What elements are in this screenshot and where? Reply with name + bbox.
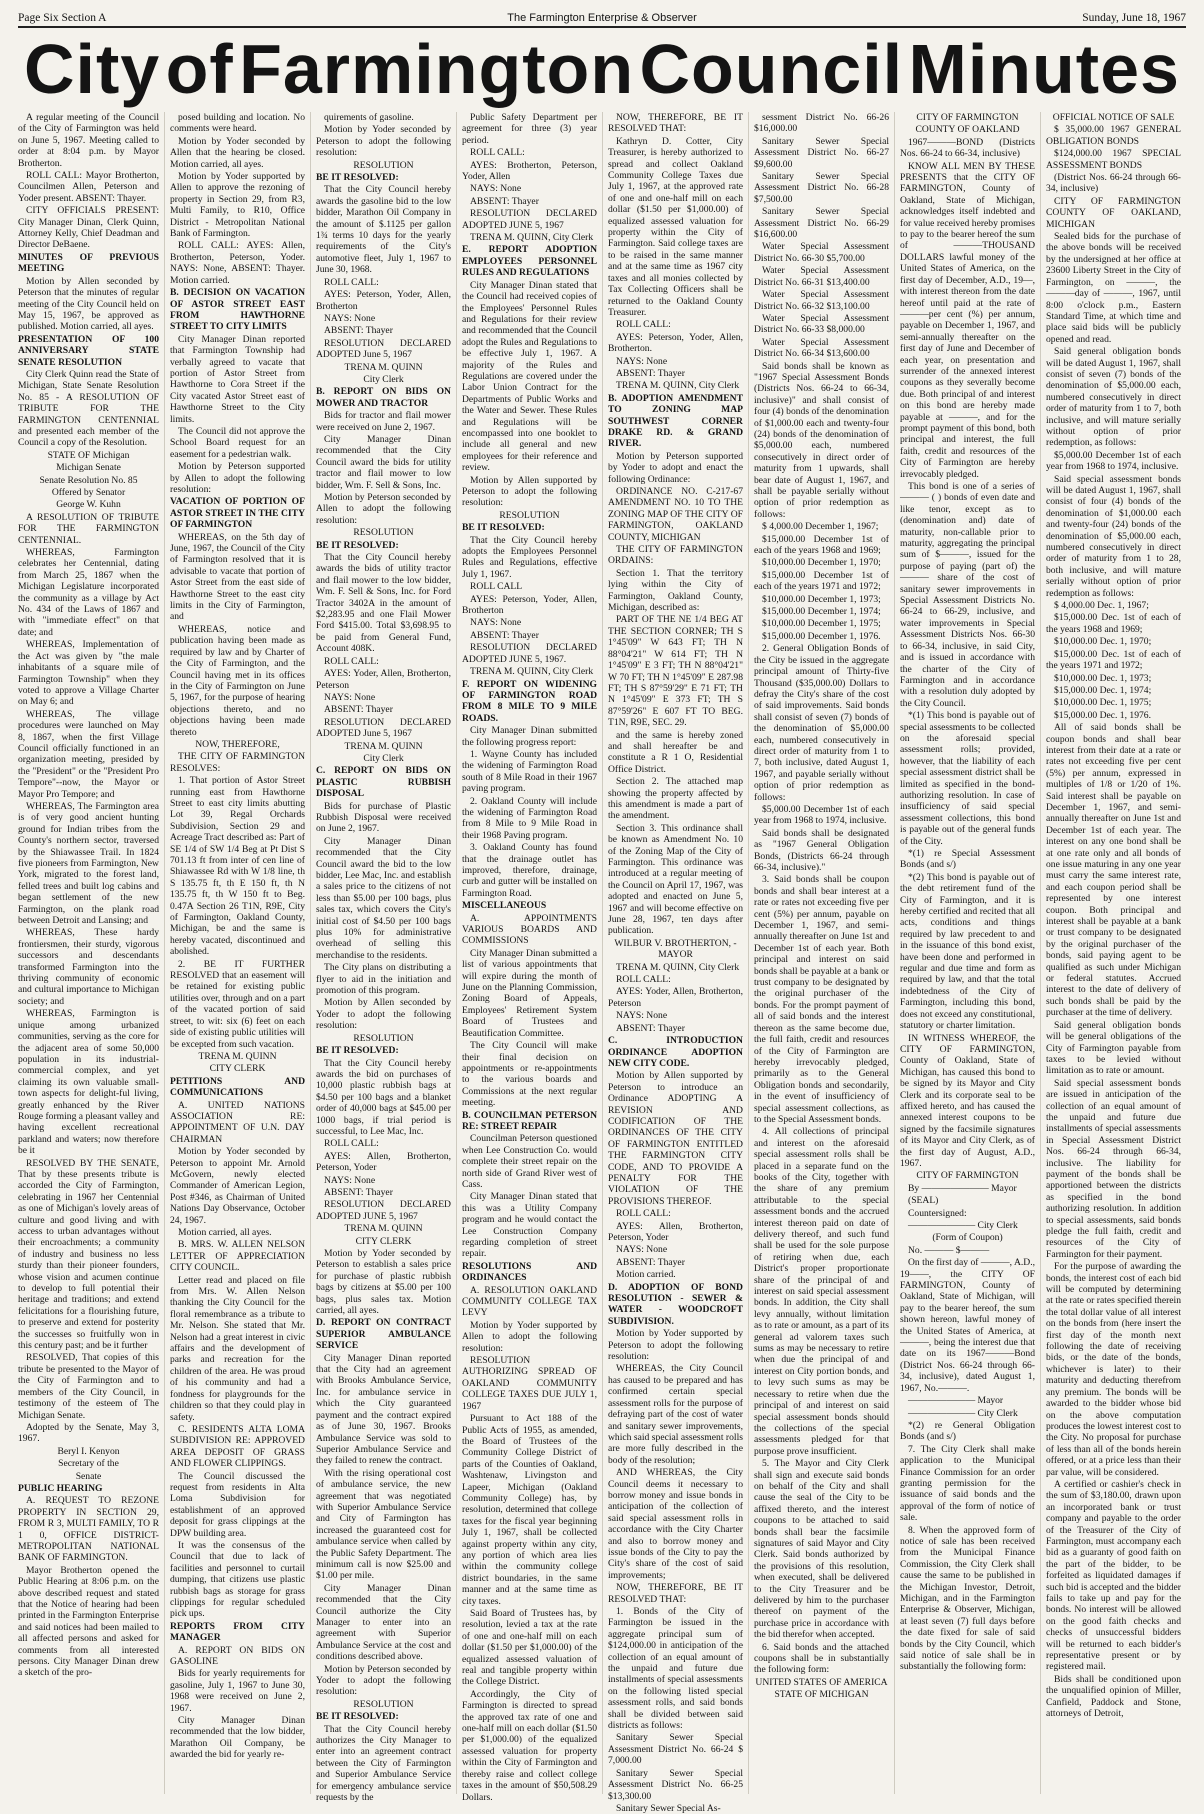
paragraph: Councilman Peterson questioned when Lee Construction Co. would complete their street repair on the north side of Grand River west of Cass. [462, 1133, 597, 1190]
paragraph: Bids for tractor and flail mower were received on June 2, 1967. [316, 410, 451, 433]
paragraph: Motion by Yoder seconded by Peterson to adopt the following resolution: [316, 124, 451, 159]
section-heading: B. DECISION ON VACATION OF ASTOR STREET EAST FROM HAWTHORNE STREET TO CITY LIMITS [170, 287, 305, 333]
paragraph: ABSENT: Thayer [324, 704, 393, 716]
paragraph: 1. Bonds of the City of Farmington be issued in the aggregate principal sum of $124,000.00 in anticipation of the collection of an equal amount of the unpaid and future due installments of special assessments on the following listed special assessment rolls, and said bonds shall be divided between said districts as follows: [608, 1606, 743, 1732]
paragraph: WHEREAS, Farmington is unique among urbanized communities, serving as the core for the adjacent area of some 50,000 population in its industrial-commercial complex, and yet claiming its own valuable small-town aspects for delight-ful living, greatly enhanced by the River Rouge forming a pleasant valley and having excellent recreational parkland and waters; now therefore be it [18, 1008, 159, 1157]
paragraph: Sealed bids for the purchase of the above bonds will be received by the undersigned at her office at 23600 Liberty Street in the City of Farmington, on ———, the ———day of ———, 1967, until 8:00 o'clock p.m., Eastern Standard Time, at which time and place said bids will be publicly opened and read. [1046, 231, 1181, 345]
paragraph: Said special assessment bonds are issued in anticipation of the collection of an equal amount of the unpaid and future due installments of special assessments in Special Assessment District Nos. 66-24 through 66-34, inclusive. The liability for payment of the bonds shall be apportioned between the districts as specified in the bond authorizing resolution. In addition to special assessments, said bonds pledge the full faith, credit and resources of the City of Farmington for their payment. [1046, 1077, 1181, 1260]
section-heading: BE IT RESOLVED: [316, 539, 399, 551]
paragraph: That the City Council hereby adopts the Employees Personnel Rules and Regulations, effective July 1, 1967. [462, 534, 597, 580]
paragraph: ——————— City Clerk [908, 1220, 1018, 1231]
paragraph: Said Board of Trustees has, by resolution, levied a tax at the rate of one and one-half mill on each dollar ($1.50 per $1,000.00) of the equalized assessed valuation of real and tangible property within the College District. [462, 1608, 597, 1688]
paragraph: $15,000.00 Dec. 1st of each of the years 1971 and 1972; [1046, 648, 1181, 672]
paragraph: quirements of gasoline. [324, 112, 414, 123]
article-columns [18, 112, 1186, 1814]
paragraph: City Manager Dinan submitted the following progress report: [462, 725, 597, 748]
paragraph: RESOLUTION [353, 1032, 414, 1044]
paragraph: NAYS: None [324, 691, 376, 703]
section-heading: MISCELLANEOUS [462, 900, 547, 912]
paragraph: *(2) This bond is payable out of the debt retirement fund of the City of Farmington, and it is hereby certified and recited that all acts, conditions and things required by law precedent to and in the issuance of this bond exist, have been done and performed in regular and due time and form as required by law, and that the total indebtedness of the City of Farmington, including this bond, does not exceed any constitutional, statutory or charter limitation. [900, 871, 1035, 1032]
paragraph: RESOLUTION [353, 527, 414, 539]
paragraph: RESOLVED, That copies of this tribute be presented to the Mayor of the City of Farmington and to members of the City Council, in testimony of the esteem of The Michigan Senate. [18, 1352, 159, 1421]
paragraph: C. RESIDENTS ALTA LOMA SUBDIVISION RE: APPROVED AREA DEPOSIT OF GRASS AND FLOWER CLIPPINGS. [170, 1423, 305, 1470]
section-heading: E. REPORT ADOPTION EMPLOYEES PERSONNEL RULES AND REGULATIONS [462, 244, 597, 279]
paragraph: Bids for yearly requirements for gasoline, July 1, 1967 to June 30, 1968 were received on June 2, 1967. [170, 1668, 305, 1714]
paragraph: B. MRS. W. ALLEN NELSON LETTER OF APPRECIATION CITY COUNCIL. [170, 1239, 305, 1274]
paragraph: For the purpose of awarding the bonds, the interest cost of each bid will be computed by determining at the rate or rates specified therein the total dollar value of all interest on the bonds from (here insert the first day of the month next following the date of receiving bids, or the date of the bonds, whichever is later) to their maturity and deducting therefrom any premium. The bonds will be awarded to the bidder whose bid on the above computation produces the lowest interest cost to the City. No proposal for purchase of less than all of the bonds herein offered, or at a price less than their par value, will be considered. [1046, 1261, 1181, 1478]
paragraph: City Clerk [363, 373, 404, 385]
paragraph: Motion carried. [616, 1269, 676, 1281]
text-column [164, 112, 310, 1794]
paragraph: (District Nos. 66-24 through 66-34, inclusive) [1046, 172, 1181, 195]
paragraph: IN WITNESS WHEREOF, the CITY OF FARMINGTON, County of Oakland, State of Michigan, has caused this bond to be signed by its Mayor and City Clerk and its corporate seal to be affixed hereto, and has caused the annexed interest coupons to be signed by the facsimile signatures of its Mayor and City Clerk, as of the first day of August, A.D., 1967. [900, 1032, 1035, 1169]
section-heading: B. ADOPTION AMENDMENT TO ZONING MAP SOUTHWEST CORNER DRAKE RD. & GRAND RIVER. [608, 392, 743, 450]
paragraph: $10,000.00 Dec. 1, 1973; [1054, 672, 1152, 684]
paragraph: ORDINANCE NO. C-217-67 AMENDMENT NO. 10 TO THE ZONING MAP OF THE CITY OF FARMINGTON, OAKLAND COUNTY, MICHIGAN [608, 486, 743, 543]
paragraph: Pursuant to Act 188 of the Public Acts of 1955, as amended, the Board of Trustees of the Community College District of parts of the Counties of Oakland, Washtenaw, Livingston and Lapeer, Michigan (Oakland Community College) has, by resolution, determined that college taxes for the fiscal year beginning July 1, 1967, shall be collected against property within any city, any portion of which area lies within the community college district boundaries, in the same manner and at the same time as city taxes. [462, 1413, 597, 1607]
paragraph: Offered by Senator [51, 487, 126, 498]
paragraph: ROLL CALL: Mayor Brotherton, Councilmen Allen, Peterson and Yoder present. ABSENT: Thayer. [18, 170, 159, 204]
paragraph: WILBUR V. BROTHERTON, -MAYOR [614, 937, 737, 961]
paragraph: ABSENT: Thayer [324, 325, 393, 337]
paragraph: Water Special Assessment District No. 66-31 $13,400.00 [754, 265, 889, 288]
paragraph: $15,000.00 Dec. 1, 1974; [1054, 684, 1152, 696]
paragraph: City Manager Dinan reported that the City had an agreement with Brooks Ambulance Service, Inc. for ambulance service in which the City guaranteed payment and the contract expired as of June 30, 1967. Brooks Ambulance Service was sold to Superior Ambulance Service and they failed to renew the contract. [316, 1352, 451, 1467]
paragraph: Water Special Assessment District No. 66-33 $8,000.00 [754, 312, 889, 336]
paragraph: By ——————— Mayor [908, 1182, 1017, 1194]
paragraph: NAYS: None [470, 183, 522, 195]
paragraph: ABSENT: Thayer [616, 1022, 685, 1034]
paragraph: ROLL CALL: [324, 276, 379, 288]
paragraph: ROLL CALL: [616, 1208, 671, 1220]
paragraph: City Manager Dinan recommended that the City Council award the bids for utility tractor and flail mower to low bidder, Wm. F. Sell & Sons, Inc. [316, 433, 451, 491]
paragraph: AND WHEREAS, the City Council deems it necessary to borrow money and issue bonds in anticipation of the collection of said special assessment rolls in accordance with the City Charter and also to borrow money and issue bonds of the City to pay the City's share of the cost of said improvements; [608, 1467, 743, 1581]
paragraph: CITY CLERK [209, 1063, 266, 1075]
text-column [310, 112, 456, 1804]
paragraph: ABSENT: Thayer [470, 195, 539, 207]
paragraph: $ 4,000.00 December 1, 1967; [762, 521, 879, 533]
paragraph: ABSENT: Thayer [616, 1256, 685, 1268]
paragraph: RESOLUTION AUTHORIZING SPREAD OF OAKLAND COMMUNITY COLLEGE TAXES DUE JULY 1, 1967 [462, 1355, 597, 1412]
paragraph: TRENA M. QUINN, City Clerk [616, 961, 740, 973]
paragraph: and the same is hereby zoned and shall hereafter be and constitute a R 1 O, Residential Office District. [608, 729, 743, 775]
paragraph: This bond is one of a series of ——— ( ) bonds of even date and like tenor, except as to (denomination and) date of maturity, non-callable prior to maturity, aggregating the principal sum of $———, issued for the purpose of paying (part of) the ——— share of the cost of sanitary sewer improvements in Special Assessment Districts No. 66-24 to 66-29, inclusive, and water improvements in Special Assessment Districts Nos. 66-30 to 66-34, inclusive, in said City, and is issued in accordance with the charter of the City of Farmington and in accordance with a resolution duly adopted by the City Council. [900, 481, 1035, 709]
section-heading: RESOLUTIONS AND ORDINANCES [462, 1260, 597, 1284]
paragraph: Said bonds shall be designated as "1967 General Obligation Bonds, (Districts 66-24 through 66-34, inclusive)." [754, 827, 889, 873]
paragraph: 1. That portion of Astor Street running east from Hawthorne Street to east city limits abutting Lot 39, Regal Orchards Subdivision, Section 29 and Acreage Tract described as: Part of SE 1/4 of SW 1/4 Beg at Pt Dist S 701.13 ft from inter of cen line of Shiawassee Rd with W 1/8 line, th S 135.75 ft, th E 150 ft, th N 135.75 ft, th W 150 ft to Beg. 0.47A Section 26 T1N, R9E, City of Farmington, Oakland County, Michigan, be and the same is hereby vacated, discontinued and abolished. [170, 775, 305, 958]
paragraph: That the City Council hereby awards the bid on purchases of 10,000 plastic rubbish bags at $4.50 per 100 bags and a blanket order of 40,000 bags at $45.00 per 1000 bags, if trial period is successful, to Lee Mac, Inc. [316, 1057, 451, 1137]
paragraph: posed building and location. No comments were heard. [170, 112, 305, 135]
paragraph: 6. Said bonds and the attached coupons shall be in substantially the following form: [754, 1641, 889, 1676]
paragraph: ——————— City Clerk [908, 1407, 1018, 1419]
paragraph: Water Special Assessment District No. 66-30 $5,700.00 [754, 241, 889, 264]
paragraph: $ 4,000.00 Dec. 1, 1967; [1054, 600, 1149, 612]
paragraph: No. ——— $——— [908, 1244, 990, 1256]
paragraph: ABSENT: Thayer [324, 1186, 393, 1198]
paragraph: Secretary of the [58, 1458, 119, 1470]
section-heading: B. REPORT ON BIDS ON MOWER AND TRACTOR [316, 386, 451, 409]
paragraph: $15,000.00 December 1st of each of the years 1971 and 1972; [754, 569, 889, 593]
paragraph: Kathryn D. Cotter, City Treasurer, is hereby authorized to spread and collect Oakland Community College Taxes due July 1, 1967, at the approved rate of one and one-half mill on each dollar ($1.50 per $1,000.00) of equalized assessed valuation for property within the City of Farmington. Said college taxes are to be raised in the same manner and at the same time as 1967 city taxes and all monies collected by Tax Collecting Officers shall be returned to the Oakland County Treasurer. [608, 135, 743, 318]
paragraph: A regular meeting of the Council of the City of Farmington was held on June 5, 1967. Meeting called to order at 8:04 p.m. by Mayor Brotherton. [18, 112, 159, 169]
paragraph: Public Safety Department per agreement for three (3) year period. [462, 112, 597, 146]
paragraph: A. UNITED NATIONS ASSOCIATION RE: APPOINTMENT OF U.N. DAY CHAIRMAN [170, 1099, 305, 1145]
paragraph: On the first day of ———, A.D., 19——, the CITY OF FARMINGTON, County of Oakland, State of Michigan, will pay to the bearer hereof, the sum shown hereon, lawful money of the United States of America, at ———, being the interest due that date on its 1967———Bond (District Nos. 66-24 through 66-34, inclusive), dated August 1, 1967, No.———. [900, 1257, 1035, 1394]
section-heading: VACATION OF PORTION OF ASTOR STREET IN THE CITY OF FARMINGTON [170, 496, 305, 531]
section-heading: PUBLIC HEARING [18, 1482, 103, 1494]
paragraph: ROLL CALL: [324, 1138, 379, 1150]
paragraph: Motion by Yoder supported by Peterson to adopt the following resolution: [608, 1328, 743, 1363]
paragraph: NOW, THEREFORE, BE IT RESOLVED THAT: [608, 1582, 743, 1605]
paragraph: Motion by Yoder seconded by Peterson to appoint Mr. Arnold McGovern, newly elected Commander of American Legion, Post #346, as Chairman of United Nations Day Observance, October 24, 1967. [170, 1146, 305, 1226]
paragraph: UNITED STATES OF AMERICA [755, 1676, 888, 1688]
paragraph: The Council discussed the request from residents in Alta Loma Subdivision for establishment of an approved deposit for grass clippings at the DPW building area. [170, 1470, 305, 1539]
paragraph: Said special assessment bonds will be dated August 1, 1967, shall consist of four (4) bonds of the denomination of $1,000.00 each and twenty-four (24) bonds of the denomination of $5,000.00 each, numbered consecutively in direct order of maturity from 1 to 28, both inclusive, and will mature serially without option of prior redemption as follows: [1046, 473, 1181, 599]
paragraph: City Clerk [363, 752, 404, 764]
paragraph: City Clerk Quinn read the State of Michigan, State Senate Resolution No. 85 - A RESOLUTION OF TRIBUTE FOR THE FARMINGTON CENTENNIAL and presented each member of the Council a copy of the Resolution. [18, 368, 159, 449]
paragraph: (Form of Coupon) [932, 1232, 1003, 1244]
paragraph: CITY OF FARMINGTON COUNTY OF OAKLAND, MICHIGAN [1046, 195, 1181, 230]
paragraph: Motion by Peterson supported by Yoder to adopt and enact the following Ordinance: [608, 450, 743, 485]
paragraph: THE CITY OF FARMINGTON ORDAINS: [608, 544, 743, 567]
paragraph: AYES: Brotherton, Peterson, Yoder, Allen [462, 159, 597, 183]
paragraph: PART OF THE NE 1/4 BEG AT THE SECTION CORNER; TH S 1°45'09" W 643 FT; TH N 88°04'21" W 614 FT; TH N 1°45'09" E 3 FT; TH N 88°04'21" W 70 FT; TH N 1°45'09" E 287.98 FT; TH S 87°59'29" E 71 FT; TH N 1°45'09" E 373 FT; TH S 87°59'26" E 607 FT TO BEG. T1N, R9E, SEC. 29. [608, 614, 743, 729]
section-heading: C. INTRODUCTION ORDINANCE ADOPTION NEW CITY CODE. [608, 1035, 743, 1069]
paragraph: Bids shall be conditioned upon the unqualified opinion of Miller, Canfield, Paddock and Stone, attorneys of Detroit, [1046, 1673, 1181, 1720]
paragraph: Motion by Peterson supported by Allen to adopt the following resolution: [170, 461, 305, 495]
text-column [18, 112, 164, 1794]
paragraph: 1967———BOND (Districts Nos. 66-24 to 66-34, inclusive) [900, 136, 1035, 160]
paragraph: Motion carried, all ayes. [178, 1227, 272, 1238]
paragraph: COUNTY OF OAKLAND [915, 124, 1020, 136]
paragraph: That the City Council hereby authorizes the City Manager to enter into an agreement contract between the City of Farmington and Superior Ambulance Service for emergency ambulance service requests by the [316, 1723, 451, 1804]
paragraph: City Manager Dinan recommended that the City Council authorize the City Manager to enter into an agreement with Superior Ambulance Service at the cost and conditions described above. [316, 1582, 451, 1663]
paragraph: ROLL CALL: AYES: Allen, Brotherton, Peterson, Yoder. NAYS: None, ABSENT: Thayer. Motion carried. [170, 240, 305, 286]
paragraph: A. REQUEST TO REZONE PROPERTY IN SECTION 29, FROM R 3, MULTI FAMILY, TO R 1 0, OFFICE DISTRICT-METROPOLITAN NATIONAL BANK OF FARMINGTON. [18, 1495, 159, 1564]
text-column [748, 112, 894, 1794]
paragraph: *(1) re Special Assessment Bonds (and s/) [900, 848, 1035, 871]
paragraph: Sanitary Sewer Special Assessment District No. 66-25 $13,300.00 [608, 1767, 743, 1802]
paragraph: Adopted by the Senate, May 3, 1967. [18, 1421, 159, 1445]
paragraph: $5,000.00 December 1st of each year from 1968 to 1974, inclusive. [754, 803, 889, 827]
paragraph: A. REPORT ON BIDS ON GASOLINE [170, 1644, 305, 1668]
text-column [894, 112, 1040, 1794]
paragraph: 4. All collections of principal and interest on the aforesaid special assessment rolls shall be placed in a separate fund on the books of the City, together with the share of any premium attributable to the special assessment bonds and the accrued interest thereon paid on date of delivery thereof, and such fund shall be used for the sole purpose of retiring when due, each District's proper proportionate share of the principal of and interest on said special assessment bonds. In addition, the City shall levy annually, without limitation as to rate or amount, as a part of its general ad valorem taxes such sums as may be necessary to retire when due the principal of and interest on City portion bonds, and to levy such sums as may be necessary to retire when due the principal of and interest on said special assessment bonds should the collections of the special assessments pledged for that purpose prove insufficient. [754, 1126, 889, 1457]
paragraph: 2. General Obligation Bonds of the City be issued in the aggregate principal amount of Thirty-five Thousand ($35,000.00) Dollars to defray the City's share of the cost of said improvements. Said bonds shall consist of seven (7) bonds of the denomination of $5,000.00 each, numbered consecutively in direct order of maturity from 1 to 7, both inclusive, dated August 1, 1967, and payable serially without option of prior redemption as follows: [754, 643, 889, 803]
paragraph: 2. BE IT FURTHER RESOLVED that an easement will be retained for existing public utilities over, through and on a part of the vacated portion of said street, to wit: six (6) feet on each side of existing public utilities will be excepted from such vacation. [170, 958, 305, 1050]
paragraph: RESOLUTION DECLARED ADOPTED JUNE 5, 1967 [316, 1199, 451, 1222]
paragraph: WHEREAS, Farmington celebrates her Centennial, dating from March 25, 1867 when the Michigan Legislature incorporated the community as a village by Act No. 434 of the Laws of 1867 and with "immediate effect" on that date; and [18, 547, 159, 638]
paragraph: Motion by Peterson seconded by Allen to adopt the following resolution: [316, 492, 451, 526]
paragraph: CITY OF FARMINGTON [916, 1170, 1019, 1182]
paragraph: NAYS: None [324, 312, 376, 324]
paragraph: NOW, THEREFORE, [195, 738, 280, 750]
section-heading: MINUTES OF PREVIOUS MEETING [18, 251, 159, 275]
page-headline [18, 28, 1186, 110]
paragraph: Michigan Senate [56, 462, 121, 474]
page-folio [18, 6, 1186, 28]
paragraph: RESOLVED BY THE SENATE, That by these presents tribute is accorded the City of Farmington, celebrating in 1967 her Centennial as one of Michigan's lovely areas of culture and good living and with access to urban advantages without their encroachments; a community of industry and business no less sturdy than their pioneer founders, whose vision and acumen continue to develop to full potential their heritage and traditions; and extend felicitations for a flourishing future, to preserve and extend for posterity the successes so fruitfully won in this century past; and be it further [18, 1157, 159, 1352]
text-column [456, 112, 602, 1803]
paragraph: 7. The City Clerk shall make application to the Municipal Finance Commission for an order granting permission for the issuance of said bonds and the approval of the form of notice of sale. [900, 1443, 1035, 1524]
paragraph: Motion by Yoder supported by Allen to approve the rezoning of property in Section 29, from R3, Multi Family, to R10, Office District - Metropolitan National Bank of Farmington. [170, 171, 305, 240]
paragraph: Said bonds shall be known as "1967 Special Assessment Bonds (Districts Nos. 66-24 to 66-34, inclusive)" and shall consist of four (4) bonds of the denomination of $1,000.00 each and twenty-four (24) bonds of the denomination of $5,000.00 each, numbered consecutively in direct order of maturity from 1 upwards, shall bear date of August 1, 1967, and shall be payable serially without option of prior redemption as follows: [754, 360, 889, 520]
paragraph: $124,000.00 1967 SPECIAL ASSESSMENT BONDS [1046, 148, 1181, 171]
section-heading: D. REPORT ON CONTRACT SUPERIOR AMBULANCE SERVICE [316, 1317, 451, 1352]
text-column [1040, 112, 1186, 1794]
paragraph: NAYS: None [470, 617, 522, 629]
headline-word: Farmington [239, 30, 635, 108]
section-heading: F. REPORT ON WIDENING OF FARMINGTON ROAD FROM 8 MILE TO 9 MILE ROADS. [462, 678, 597, 724]
section-heading: D. ADOPTION OF BOND RESOLUTION - SEWER & WATER - WOODCROFT SUBDIVISION. [608, 1281, 743, 1327]
paragraph: WHEREAS, the City Council has caused to be prepared and has confirmed certain special assessment rolls for the purpose of defraying part of the cost of water and sanitary sewer improvements, which said special assessment rolls are more fully described in the body of the resolution; [608, 1363, 743, 1466]
paragraph: RESOLUTION DECLARED ADOPTED June 5, 1967 [316, 716, 451, 740]
paragraph: Said general obligation bonds will be general obligations of the City of Farmington payable from taxes to be levied without limitation as to rate or amount. [1046, 1019, 1181, 1077]
paragraph: Motion by Allen supported by Peterson to adopt the following resolution: [462, 474, 597, 509]
paragraph: Water Special Assessment District No. 66-34 $13,600.00 [754, 336, 889, 360]
paragraph: NAYS: None [324, 1174, 376, 1186]
paragraph: Beryl I. Kenyon [57, 1445, 120, 1457]
paragraph: That the City Council hereby awards the gasoline bid to the low bidder, Marathon Oil Company in the amount of $.1125 per gallon 1¾ terms 10 days for the yearly requirements of the City's automotive fleet, July 1, 1967 to June 30, 1968. [316, 184, 451, 276]
paragraph: The Council did not approve the School Board request for an easement for a pedestrian walk. [170, 425, 305, 460]
paragraph: Sanitary Sewer Special As- [616, 1802, 721, 1814]
section-heading: REPORTS FROM CITY MANAGER [170, 1620, 305, 1644]
paragraph: $15,000.00 Dec. 1st of each of the years 1968 and 1969; [1046, 612, 1181, 635]
paragraph: City Manager Dinan stated that this was a Utility Company program and he would contact the Lee Construction Company regarding completion of street repair. [462, 1191, 597, 1260]
paragraph: With the rising operational cost of ambulance service, the new agreement that was negotiated with Superior Ambulance Service and City of Farmington has increased the guaranteed cost for ambulance service when called by the Public Safety Department. The minimum call is now $25.00 and $1.00 per mile. [316, 1467, 451, 1582]
paragraph: ——————— Mayor [908, 1395, 1004, 1407]
paragraph: A. RESOLUTION OAKLAND COMMUNITY COLLEGE TAX LEVY [462, 1284, 597, 1319]
paragraph: Senate Resolution No. 85 [39, 474, 138, 486]
headline-word: of [165, 30, 234, 108]
paragraph: RESOLUTION [499, 509, 560, 521]
paragraph: WHEREAS, These hardy frontiersmen, their sturdy, vigorous successors and descendants transformed Farmington into the thriving community of economic and cultural importance to Michigan society; and [18, 927, 159, 1007]
paragraph: ROLL CALL: [616, 319, 671, 331]
section-heading: PRESENTATION OF 100 ANNIVERSARY STATE SENATE RESOLUTION [18, 333, 159, 368]
paragraph: ROLL CALL [470, 581, 523, 593]
paragraph: Sanitary Sewer Special Assessment District No. 66-27 $9,600.00 [754, 135, 889, 170]
paragraph: NAYS: None [616, 1010, 668, 1022]
paragraph: TRENA M. QUINN [344, 1223, 423, 1235]
paragraph: ROLL CALL: [616, 974, 671, 986]
paragraph: Motion by Yoder seconded by Allen that the hearing be closed. Motion carried, all ayes. [170, 135, 305, 170]
paragraph: AYES: Peterson, Yoder, Allen, Brotherton [316, 289, 451, 312]
paragraph: ROLL CALL: [470, 147, 525, 159]
section-heading: C. REPORT ON BIDS ON PLASTIC RUBBISH DISPOSAL [316, 765, 451, 800]
text-column [602, 112, 748, 1814]
paragraph: $10,000.00 Dec. 1, 1975; [1054, 697, 1152, 709]
paragraph: STATE OF Michigan [47, 449, 130, 461]
paragraph: AYES: Allen, Brotherton, Peterson, Yoder [608, 1220, 743, 1243]
paragraph: 2. Oakland County will include the widening of Farmington Road from 8 Mile to 9 Mile Road in their 1968 Paving program. [462, 795, 597, 841]
headline-word: Minutes [908, 30, 1180, 108]
paragraph: Mayor Brotherton opened the Public Hearing at 8:06 p.m. on the above described request and stated that the Notice of hearing had been printed in the Farmington Enterprise and said notices had been mailed to all affected persons and asked for comments from all interested persons. City Manager Dinan drew a sketch of the pro- [18, 1564, 159, 1679]
paragraph: 5. The Mayor and City Clerk shall sign and execute said bonds on behalf of the City and shall cause the seal of the City to be affixed thereto, and the interest coupons to be attached to said bonds shall bear the facsimile signatures of said Mayor and City Clerk. Said bonds authorized by the provisions of this resolution, when executed, shall be delivered to the City Treasurer and be delivered by him to the purchaser thereof on payment of the purchase price in accordance with the bid therefor when accepted. [754, 1458, 889, 1641]
paragraph: *(2) re General Obligation Bonds (and s/) [900, 1419, 1035, 1443]
paragraph: A RESOLUTION OF TRIBUTE FOR THE FARMINGTON CENTENNIAL. [18, 511, 159, 546]
section-heading: B. COUNCILMAN PETERSON RE: STREET REPAIR [462, 1109, 597, 1132]
paragraph: George W. Kuhn [56, 499, 121, 511]
section-heading: PETITIONS AND COMMUNICATIONS [170, 1075, 305, 1099]
paragraph: TRENA M. QUINN [344, 740, 423, 752]
headline-word: City [24, 30, 161, 108]
paragraph: City Manager Dinan stated that the Council had received copies of the Employees' Personnel Rules and Regulations for their review and recommended that the Council adopt the Rules and Regulations to be effective July 1, 1967. A majority of the Rules and Regulations are covered under the Labor Union Contract for the Departments of Public Works and the Water and Sewer. These Rules and Regulations will be encompassed into one booklet to include all general and new employees for their reference and review. [462, 279, 597, 474]
paragraph: Bids for purchase of Plastic Rubbish Disposal were received on June 2, 1967. [316, 800, 451, 835]
paragraph: That the City Council hereby awards the bids of utility tractor and flail mower to the low bidder, Wm. F. Sell & Sons, Inc. for Ford Tractor 3402A in the amount of $2,283.95 and one Flail Mower Ford $415.00. Total $3,698.95 to be paid from General Fund, Account 408K. [316, 552, 451, 655]
paragraph: TRENA M. QUINN, City Clerk [470, 666, 594, 678]
section-heading: BE IT RESOLVED: [316, 1711, 399, 1723]
paragraph: Sanitary Sewer Special Assessment District No. 66-28 $7,500.00 [754, 171, 889, 205]
paragraph: TRENA M. QUINN, City Clerk [616, 380, 740, 392]
paragraph: Sanitary Sewer Special Assessment District No. 66-29 $16,600.00 [754, 206, 889, 241]
paragraph: Countersigned: [908, 1207, 967, 1219]
paragraph: Motion by Allen seconded by Peterson that the minutes of regular meeting of the City Council held on May 15, 1967, be approved as published. Motion carried, all ayes. [18, 275, 159, 333]
paragraph: RESOLUTION DECLARED ADOPTED June 5, 1967 [316, 337, 451, 361]
paragraph: Said general obligation bonds will be dated August 1, 1967, shall consist of seven (7) bonds of the denomination of $5,000.00 each, numbered consecutively in direct order of maturity from 1 to 7, both inclusive, and will mature serially without option of prior redemption, as follows: [1046, 346, 1181, 449]
paragraph: Motion by Allen seconded by Yoder to adopt the following resolution: [316, 997, 451, 1032]
section-heading: BE IT RESOLVED: [316, 1045, 399, 1057]
paragraph: TRENA M. QUINN, City Clerk [470, 232, 594, 244]
paragraph: A. APPOINTMENTS VARIOUS BOARDS AND COMMISSIONS [462, 912, 597, 947]
paragraph: Section 1. That the territory lying within the City of Farmington, Oakland County, Michigan, described as: [608, 567, 743, 614]
paragraph: (SEAL) [908, 1195, 939, 1207]
paragraph: A certified or cashier's check in the sum of $3,180.00, drawn upon an incorporated bank or trust company and payable to the order of the Treasurer of the City of Farmington, must accompany each bid as a guaranty of good faith on the part of the bidder, to be forfeited as liquidated damages if such bid is accepted and the bidder fails to take up and pay for the bonds. No interest will be allowed on the good faith checks and checks of unsuccessful bidders will be returned to each bidder's representative present or by registered mail. [1046, 1478, 1181, 1673]
paragraph: All of said bonds shall be coupon bonds and shall bear interest from their date at a rate or rates not exceeding five per cent (5%) per annum, expressed in multiples of 1/8 or 1/20 of 1%. Said interest shall be payable on December 1, 1967, and semi-annually thereafter on June 1st and December 1st of each year. The interest on any one bond shall be at one rate only and all bonds of one issue maturing in any one year must carry the same interest rate, and each coupon period shall be represented by one interest coupon. Both principal and interest shall be payable at a bank or trust company to be designated by the original purchaser of the bonds, said paying agent to be qualified as such under Michigan or federal statutes. Accrued interest to the date of delivery of such bonds shall be paid by the purchaser at the time of delivery. [1046, 722, 1181, 1019]
paragraph: TRENA M. QUINN [198, 1050, 277, 1062]
paragraph: Accordingly, the City of Farmington is directed to spread the approved tax rate of one and one-half mill on each dollar ($1.50 per $1,000.00) of the equalized assessed valuation for property within the City of Farmington and thereby raise and collect college taxes in the amount of $50,508.29 Dollars. [462, 1688, 597, 1803]
paragraph: CITY CLERK [355, 1235, 412, 1247]
paragraph: $10,000.00 December 1, 1975; [762, 618, 881, 630]
paragraph: AYES: Yoder, Allen, Brotherton, Peterson [608, 986, 743, 1009]
paragraph: Sanitary Sewer Special Assessment District No. 66-24 $ 7,000.00 [608, 1732, 743, 1767]
paragraph: OFFICIAL NOTICE OF SALE [1052, 112, 1175, 123]
paragraph: ABSENT: Thayer [616, 367, 685, 379]
paragraph: $15,000.00 Dec. 1, 1976. [1054, 709, 1151, 721]
paragraph: AYES: Peterson, Yoder, Allen, Brotherton. [608, 331, 743, 355]
paragraph: $10,000.00 Dec. 1, 1970; [1054, 636, 1152, 648]
paragraph: $10,000.00 December 1, 1973; [762, 593, 881, 605]
newspaper-name: The Farmington Enterprise & Observer [507, 12, 697, 24]
paragraph: Water Special Assessment District No. 66-32 $13,100.00 [754, 289, 889, 312]
paragraph: Motion by Allen supported by Peterson to introduce an Ordinance ADOPTING A REVISION AND CODIFICATION OF THE ORDINANCES OF THE CITY OF FARMINGTON ENTITLED THE FARMINGTON CITY CODE, AND TO PROVIDE A PENALTY FOR THE VIOLATION OF THE PROVISIONS THEREOF. [608, 1070, 743, 1207]
paragraph: ROLL CALL: [324, 655, 379, 667]
paragraph: City Manager Dinan recommended that the City Council award the bid to the low bidder, Lee Mac, Inc. and establish a sales price to the citizens of not less than $5.00 per 100 bags, plus sales tax, which covers the City's initial cost of $4.50 per 100 bags plus 10% for administrative overhead of selling this merchandise to the residents. [316, 835, 451, 961]
paragraph: WHEREAS, Implementation of the Act was given by "the male inhabitants of a square mile of Farmington Township" when they voted to approve a Village Charter on May 6; and [18, 639, 159, 708]
section-heading: BE IT RESOLVED: [316, 172, 399, 184]
paragraph: RESOLUTION DECLARED ADOPTED JUNE 5, 1967 [462, 208, 597, 231]
paragraph: sessment District No. 66-26 $16,000.00 [754, 112, 889, 135]
paragraph: $ 35,000.00 1967 GENERAL OBLIGATION BONDS [1046, 124, 1181, 147]
paragraph: CITY OF FARMINGTON [916, 112, 1019, 123]
issue-date: Sunday, June 18, 1967 [1082, 12, 1186, 24]
paragraph: The City plans on distributing a flyer to aid in the initiation and promotion of this program. [316, 962, 451, 997]
paragraph: KNOW ALL MEN BY THESE PRESENTS that the CITY OF FARMINGTON, County of Oakland, State of Michigan, acknowledges itself indebted and for value received hereby promises to pay to the bearer hereof the sum of ———THOUSAND DOLLARS lawful money of the United States of America, on the first day of December, A.D., 19—, with interest thereon from the date hereof until paid at the rate of ———per cent (%) per annum, payable on December 1, 1967, and semi-annually thereafter on the first day of June and December of each year, on presentation and surrender of the annexed interest coupons as they severally become due. Both principal of and interest on this bond are hereby made payable at ———, and for the prompt payment of this bond, both principal and interest, the full faith, credit and resources of the City of Farmington are hereby irrevocably pledged. [900, 160, 1035, 480]
paragraph: RESOLUTION [353, 159, 414, 171]
paragraph: $15,000.00 December 1, 1974; [762, 606, 881, 618]
paragraph: WHEREAS, notice and publication having been made as required by law and by Charter of the City of Farmington, and the Council having met in its offices in the City of Farmington on June 5, 1967, for the purpose of hearing objections thereto, and no objections having been made thereto [170, 623, 305, 738]
paragraph: NAYS: None [616, 1244, 668, 1256]
paragraph: NAYS: None [616, 355, 668, 367]
paragraph: AYES: Peterson, Yoder, Allen, Brotherton [462, 593, 597, 617]
paragraph: City Manager Dinan reported that Farmington Township had verbally agreed to vacate that portion of Astor Street from Hawthorne to Cora Street if the City vacated Astor Street east of Hawthorne Street to the City limits. [170, 333, 305, 425]
paragraph: Motion by Yoder seconded by Peterson to establish a sales price for purchase of plastic rubbish bags by citizens at $5.00 per 100 bags, plus sales tax. Motion carried, all ayes. [316, 1248, 451, 1317]
paragraph: CITY OFFICIALS PRESENT: City Manager Dinan, Clerk Quinn, Attorney Kelly, Chief Deadman and Director DeBaene. [18, 205, 159, 251]
headline-word: Council [639, 30, 904, 108]
paragraph: Section 3. This ordinance shall be known as Amendment No. 10 of the Zoning Map of the City of Farmington. This ordinance was introduced at a regular meeting of the Council on April 17, 1967, was adopted and enacted on June 5, 1967 and will become effective on June 28, 1967, ten days after publication. [608, 822, 743, 937]
paragraph: *(1) This bond is payable out of special assessments to be collected on the aforesaid special assessment rolls; provided, however, that the liability of each special assessment district shall be limited as specified in the bond-authorizing resolution. In case of insufficiency of said special assessment collections, this bond is payable out of the general funds of the City. [900, 710, 1035, 847]
paragraph: City Manager Dinan submitted a list of various appointments that will expire during the month of June on the Planning Commission, Zoning Board of Appeals, Employees' Retirement System Board of Trustees and Beautification Committee. [462, 947, 597, 1039]
paragraph: 1. Wayne County has included the widening of Farmington Road south of 8 Mile Road in their 1967 paving program. [462, 748, 597, 795]
paragraph: The City Council will make their final decision on appointments or re-appointments to the various boards and Commissions at the next regular meeting. [462, 1040, 597, 1109]
paragraph: Motion by Peterson seconded by Yoder to adopt the following resolution: [316, 1663, 451, 1698]
paragraph: AYES: Yoder, Allen, Brotherton, Peterson [316, 668, 451, 691]
paragraph: Motion by Yoder supported by Allen to adopt the following resolution: [462, 1319, 597, 1354]
paragraph: WHEREAS, The Farmington area is of very good ancient hunting ground for Indian tribes from the County's northern sector, traversed by the Shiawassee Trail. In 1824 five pioneers from Farmington, New York, migrated to the forest land, felled trees and built log cabins and began settlement of the new Farmington, on the plank road between Detroit and Lansing; and [18, 800, 159, 927]
paragraph: WHEREAS, on the 5th day of June, 1967, the Council of the City of Farmington resolved that it is advisable to vacate that portion of Astor Street from the east side of Hawthorne Street to the east city limits in the City of Farmington, and [170, 531, 305, 623]
paragraph: ABSENT: Thayer [470, 629, 539, 641]
paragraph: $15,000.00 December 1, 1976. [762, 630, 881, 642]
paragraph: TRENA M. QUINN [344, 361, 423, 373]
paragraph: Letter read and placed on file from Mrs. W. Allen Nelson thanking the City Council for the floral remembrance as a tribute to Mr. Nelson. She stated that Mr. Nelson had a great interest in civic affairs and the development of parks and recreation for the children of the area. He was proud of his community and had a fondness for playgrounds for the children so that they could play in safety. [170, 1274, 305, 1423]
paragraph: 3. Oakland County has found that the drainage outlet has improved, therefore, drainage, curb and gutter will be installed on Farmington Road. [462, 842, 597, 899]
paragraph: $10,000.00 December 1, 1970; [762, 557, 881, 569]
paragraph: $5,000.00 December 1st of each year from 1968 to 1974, inclusive. [1046, 449, 1181, 473]
paragraph: RESOLUTION DECLARED ADOPTED JUNE 5, 1967. [462, 642, 597, 665]
paragraph: NOW, THEREFORE, BE IT RESOLVED THAT: [608, 112, 743, 135]
paragraph: 3. Said bonds shall be coupon bonds and shall bear interest at a rate or rates not exceeding five per cent (5%) per annum, payable on December 1, 1967, and semi-annually thereafter on June 1st and December 1st of each year. Both principal and interest on said bonds shall be payable at a bank or trust company to be designated by the original purchaser of the bonds. For the prompt payment of all of said bonds and the interest thereon as the same become due, the full faith, credit and resources of the City of Farmington are hereby irrevocably pledged, primarily as to the General Obligation bonds and secondarily, in the event of insufficiency of special assessment collections, as to the Special Assessment bonds. [754, 874, 889, 1125]
paragraph: It was the consensus of the Council that due to lack of facilities and personnel to curtail dumping, that citizens use plastic rubbish bags as storage for grass clippings for regular scheduled pick ups. [170, 1539, 305, 1620]
paragraph: $15,000.00 December 1st of each of the years 1968 and 1969; [754, 533, 889, 557]
paragraph: STATE OF MICHIGAN [774, 1689, 869, 1701]
paragraph: 8. When the approved form of notice of sale has been received from the Municipal Finance Commission, the City Clerk shall cause the same to be published in the Michigan Investor, Detroit, Michigan, and in the Farmington Enterprise & Observer, Michigan, at least seven (7) full days before the date fixed for sale of said bonds by the City Council, which said notice of sale shall be in substantially the following form: [900, 1524, 1035, 1673]
paragraph: WHEREAS, The village procedures were launched on May 8, 1867, when the first Village Council officially functioned in an organization meeting, presided by the "President" or the "President Pro Tempore"--now, the Mayor or Mayor Pro Tempore; and [18, 708, 159, 800]
paragraph: Section 2. The attached map showing the property affected by this amendment is made a part of the amendment. [608, 776, 743, 822]
paragraph: AYES: Allen, Brotherton, Peterson, Yoder [316, 1150, 451, 1174]
paragraph: RESOLUTION [353, 1698, 414, 1710]
paragraph: City Manager Dinan recommended that the low bidder, Marathon Oil Company, be awarded the bid for yearly re- [170, 1715, 305, 1761]
paragraph: Senate [75, 1470, 102, 1482]
paragraph: THE CITY OF FARMINGTON RESOLVES: [170, 751, 305, 774]
page-section-label: Page Six Section A [18, 12, 107, 24]
section-heading: BE IT RESOLVED: [462, 522, 545, 534]
